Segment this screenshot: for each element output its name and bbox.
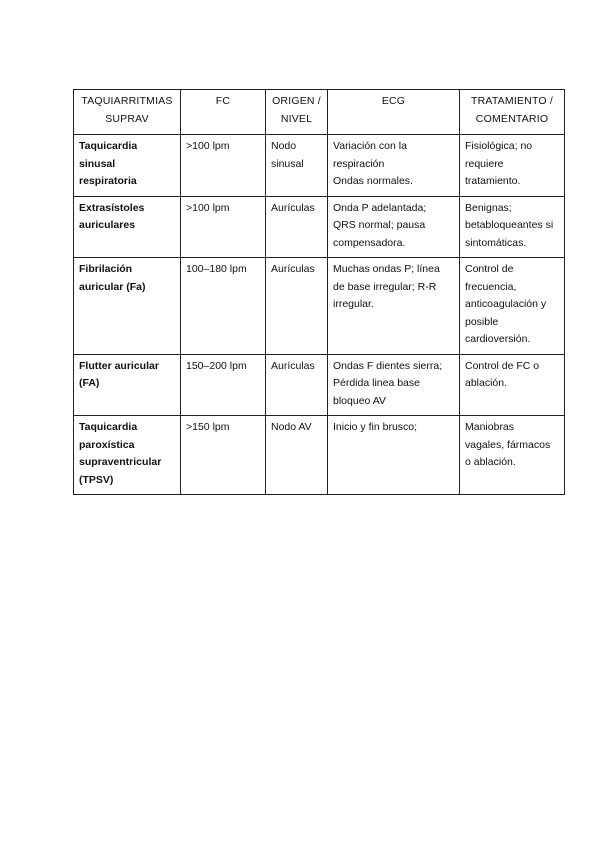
header-tratamiento: TRATAMIENTO / COMENTARIO [460, 90, 565, 135]
row-tratamiento-cell: Control de FC o ablación. [460, 354, 565, 416]
table-row [74, 354, 565, 416]
table-row [74, 135, 565, 197]
row-origen-cell: Nodo sinusal [266, 135, 328, 197]
row-tratamiento-cell: Maniobras vagales, fármacos o ablación. [460, 416, 565, 495]
row-tratamiento-cell: Benignas; betabloqueantes si sintomáticas. [460, 196, 565, 258]
row-ecg-cell: Inicio y fin brusco; [328, 416, 460, 495]
row-fc-cell: >150 lpm [181, 416, 266, 495]
row-ecg-cell: Onda P adelantada; QRS normal; pausa compensadora. [328, 196, 460, 258]
arrhythmia-table [73, 89, 565, 495]
header-taquiarritmias: TAQUIARRITMIAS SUPRAV [74, 90, 181, 135]
row-tratamiento-cell: Fisiológica; no requiere tratamiento. [460, 135, 565, 197]
row-origen-cell: Nodo AV [266, 416, 328, 495]
row-name-cell: Taquicardia paroxística supraventricular (TPSV) [74, 416, 181, 495]
header-fc: FC [181, 90, 266, 135]
row-ecg-cell: Variación con la respiración Ondas normales. [328, 135, 460, 197]
row-tratamiento-cell: Control de frecuencia, anticoagulación y posible cardioversión. [460, 258, 565, 355]
row-fc-cell: >100 lpm [181, 196, 266, 258]
row-name-cell: Extrasístoles auriculares [74, 196, 181, 258]
table-row [74, 258, 565, 355]
row-fc-cell: >100 lpm [181, 135, 266, 197]
row-name-cell: Taquicardia sinusal respiratoria [74, 135, 181, 197]
row-name-cell: Fibrilación auricular (Fa) [74, 258, 181, 355]
header-ecg: ECG [328, 90, 460, 135]
row-origen-cell: Aurículas [266, 258, 328, 355]
row-fc-cell: 150–200 lpm [181, 354, 266, 416]
table-header-row [74, 90, 565, 135]
header-origen-nivel: ORIGEN / NIVEL [266, 90, 328, 135]
row-ecg-cell: Ondas F dientes sierra; Pérdida linea base bloqueo AV [328, 354, 460, 416]
row-name-cell: Flutter auricular (FA) [74, 354, 181, 416]
table-row [74, 196, 565, 258]
row-fc-cell: 100–180 lpm [181, 258, 266, 355]
row-ecg-cell: Muchas ondas P; línea de base irregular; R-R irregular. [328, 258, 460, 355]
row-origen-cell: Aurículas [266, 354, 328, 416]
row-origen-cell: Aurículas [266, 196, 328, 258]
table-row [74, 416, 565, 495]
